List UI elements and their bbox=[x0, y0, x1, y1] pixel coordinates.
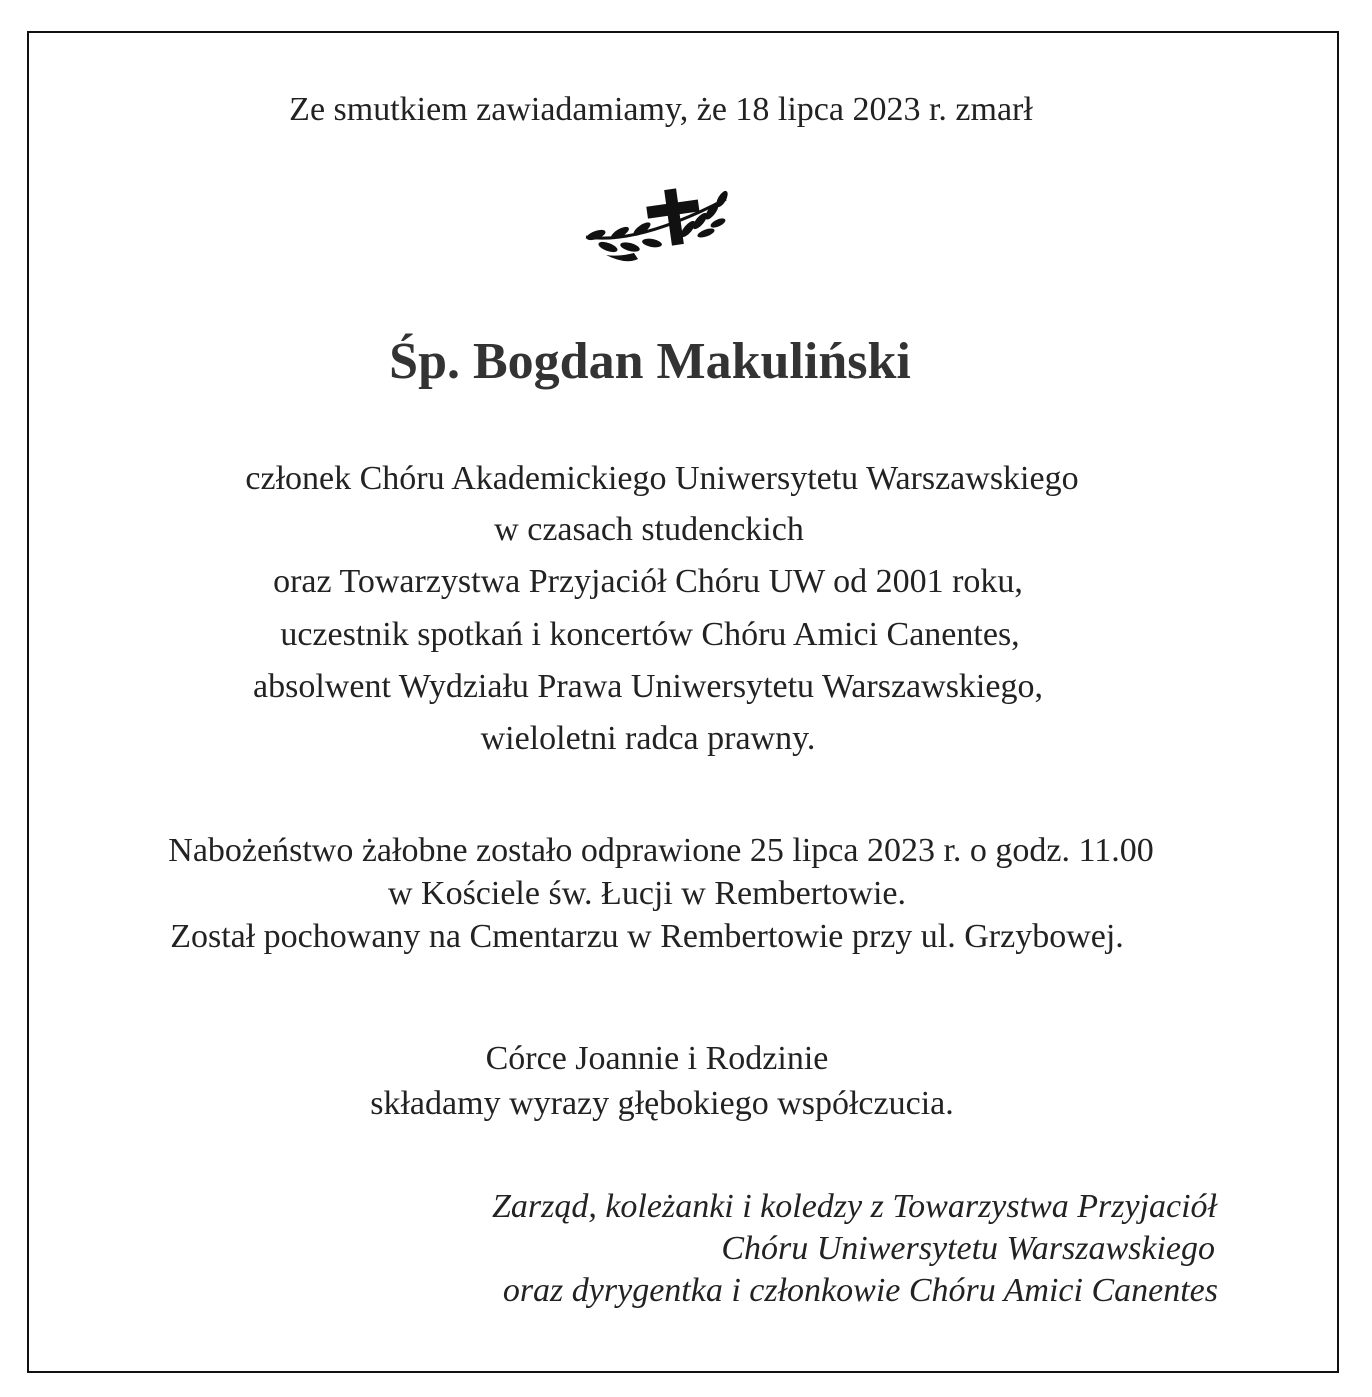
signature-line: Zarząd, koleżanki i koledzy z Towarzystwa Przyjaciół bbox=[491, 1188, 1217, 1225]
funeral-line: w Kościele św. Łucji w Rembertowie. bbox=[387, 875, 907, 912]
signature-line: oraz dyrygentka i członkowie Chóru Amici Canentes bbox=[502, 1272, 1218, 1309]
funeral-line: Nabożeństwo żałobne zostało odprawione 25 lipca 2023 r. o godz. 11.00 bbox=[168, 832, 1154, 869]
bio-line: uczestnik spotkań i koncertów Chóru Amici Canentes, bbox=[280, 616, 1020, 653]
bio-line: w czasach studenckich bbox=[494, 511, 804, 548]
condolence-line: składamy wyrazy głębokiego współczucia. bbox=[370, 1085, 954, 1122]
signature-line: Chóru Uniwersytetu Warszawskiego bbox=[721, 1230, 1215, 1267]
condolence-line: Córce Joannie i Rodzinie bbox=[485, 1040, 829, 1077]
bio-line: wieloletni radca prawny. bbox=[480, 720, 816, 757]
bio-line: absolwent Wydziału Prawa Uniwersytetu Warszawskiego, bbox=[253, 668, 1043, 705]
deceased-name: Śp. Bogdan Makuliński bbox=[389, 333, 911, 390]
bio-line: członek Chóru Akademickiego Uniwersytetu Warszawskiego bbox=[245, 460, 1079, 497]
funeral-line: Został pochowany na Cmentarzu w Rembertowie przy ul. Grzybowej. bbox=[170, 918, 1124, 955]
intro-text: Ze smutkiem zawiadamiamy, że 18 lipca 2023 r. zmarł bbox=[289, 91, 1033, 128]
bio-line: oraz Towarzystwa Przyjaciół Chóru UW od 2001 roku, bbox=[273, 563, 1023, 600]
cross-with-laurel-branch-icon bbox=[578, 185, 732, 267]
